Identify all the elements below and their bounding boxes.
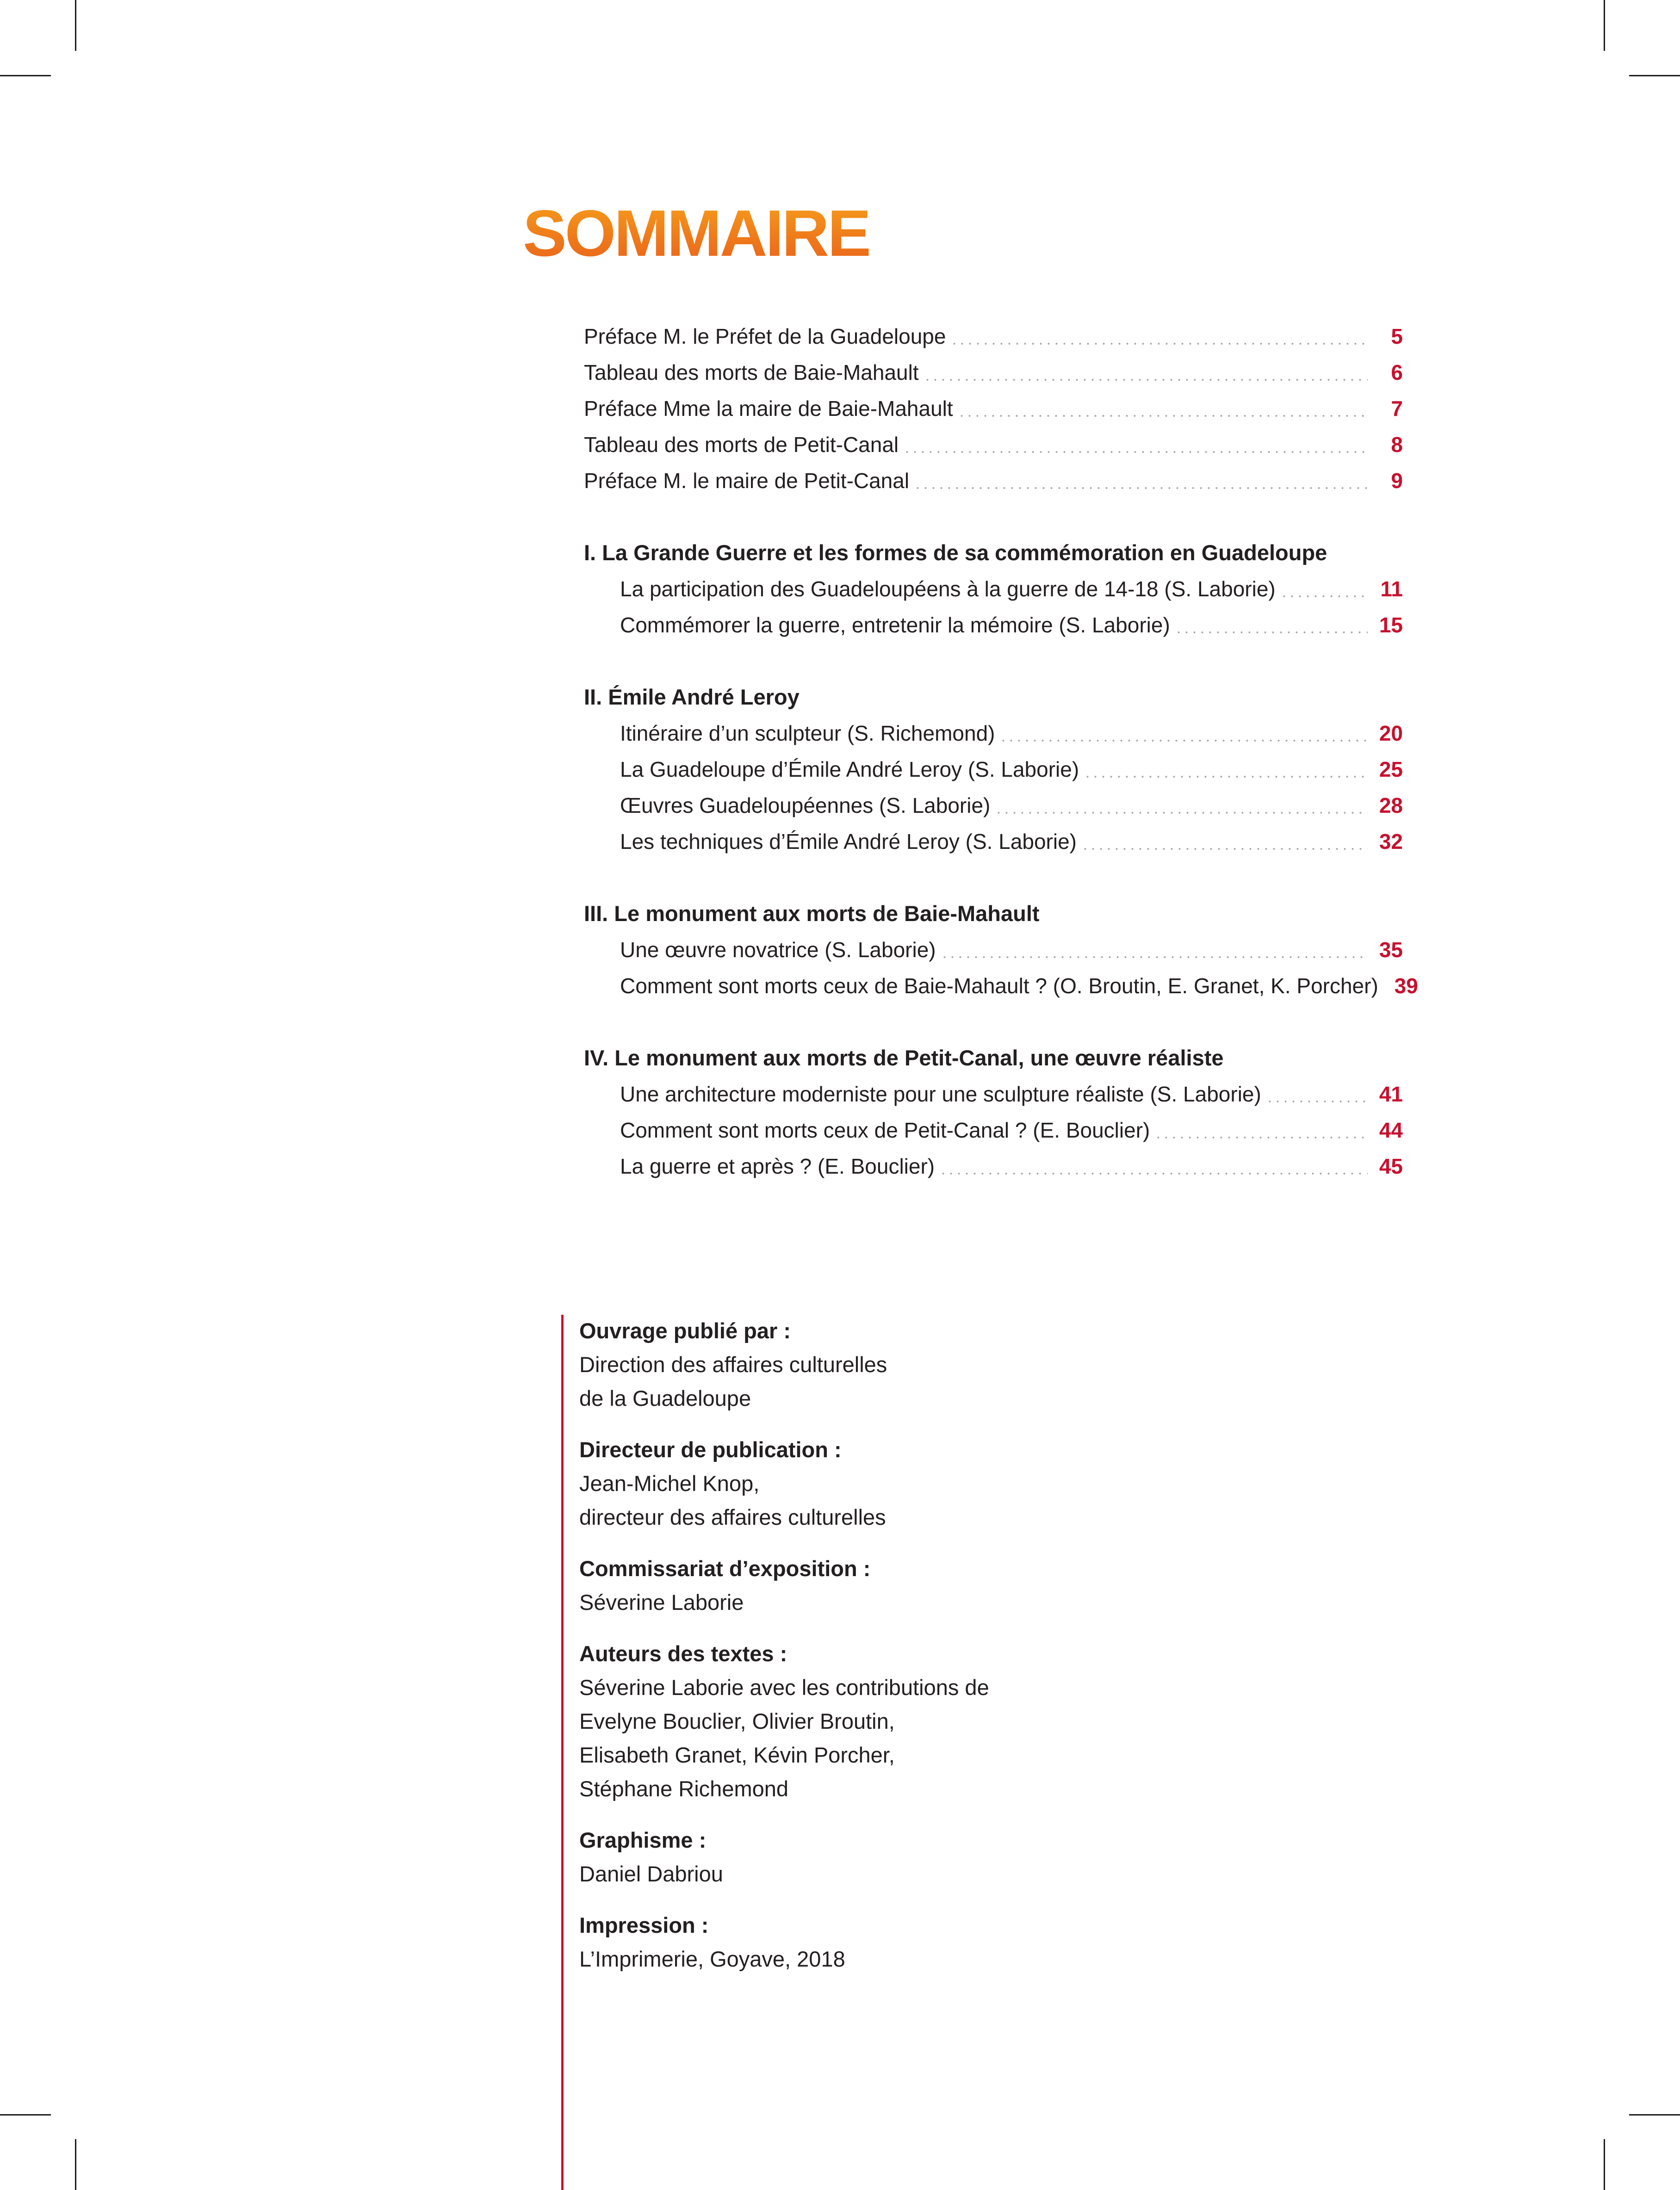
toc-entry-label: Une architecture moderniste pour une sculpture réaliste (S. Laborie): [620, 1082, 1261, 1106]
colophon-heading: Commissariat d’exposition :: [579, 1556, 871, 1581]
toc-entry-label: Préface M. le Préfet de la Guadeloupe: [584, 324, 946, 348]
table-of-contents: [584, 318, 1418, 1184]
colophon-line: Séverine Laborie avec les contributions de: [579, 1675, 989, 1700]
toc-entry[interactable]: [584, 1076, 1403, 1112]
toc-page-number: 9: [1391, 469, 1403, 493]
toc-entry-label: Tableau des morts de Petit-Canal: [584, 433, 899, 457]
toc-entry-label: Tableau des morts de Baie-Mahault: [584, 360, 919, 384]
toc-leader-dots: [924, 379, 1368, 381]
toc-entry-label: La guerre et après ? (E. Bouclier): [620, 1154, 935, 1178]
colophon: [579, 1314, 1134, 1993]
crop-mark: [0, 75, 51, 76]
toc-page-number: 7: [1391, 396, 1403, 421]
colophon-block: [579, 1433, 1134, 1534]
toc-page-number: 32: [1379, 829, 1403, 854]
colophon-line: L’Imprimerie, Goyave, 2018: [579, 1947, 845, 1971]
toc-leader-dots: [1280, 595, 1368, 597]
colophon-block: [579, 1637, 1134, 1806]
colophon-line: Daniel Dabriou: [579, 1862, 723, 1886]
toc-page-number: 45: [1379, 1154, 1403, 1178]
toc-page-number: 6: [1391, 360, 1403, 384]
colophon-heading: Impression :: [579, 1913, 709, 1937]
toc-page-number: 28: [1379, 793, 1403, 817]
toc-page-number: 41: [1379, 1082, 1403, 1106]
toc-leader-dots: [999, 740, 1368, 742]
spacer: [584, 1004, 1403, 1040]
colophon-line: Evelyne Bouclier, Olivier Broutin,: [579, 1709, 895, 1733]
toc-entry-label: Itinéraire d’un sculpteur (S. Richemond): [620, 721, 995, 745]
colophon-line: Jean-Michel Knop,: [579, 1471, 760, 1496]
toc-entry-label: Comment sont morts ceux de Petit-Canal ? (E. Bouclier): [620, 1118, 1150, 1142]
toc-entry[interactable]: [584, 1148, 1403, 1184]
page-title: SOMMAIRE: [523, 194, 869, 273]
toc-page-number: 5: [1391, 324, 1403, 348]
toc-entry[interactable]: [584, 787, 1403, 823]
crop-mark: [1604, 0, 1605, 51]
toc-entry-label: Commémorer la guerre, entretenir la mémoire (S. Laborie): [620, 613, 1170, 637]
toc-page-number: 39: [1394, 974, 1418, 998]
toc-entry-label: La participation des Guadeloupéens à la guerre de 14-18 (S. Laborie): [620, 577, 1276, 601]
colophon-line: Elisabeth Granet, Kévin Porcher,: [579, 1743, 895, 1767]
toc-page-number: 35: [1379, 938, 1403, 962]
toc-entry[interactable]: [584, 968, 1418, 1004]
toc-entry-label: Les techniques d’Émile André Leroy (S. Laborie): [620, 829, 1077, 854]
toc-entry-label: Préface Mme la maire de Baie-Mahault: [584, 396, 953, 421]
colophon-line: de la Guadeloupe: [579, 1386, 751, 1411]
toc-entry-label: La Guadeloupe d’Émile André Leroy (S. Laborie): [620, 757, 1079, 781]
spacer: [584, 860, 1403, 896]
toc-leader-dots: [1081, 848, 1368, 850]
toc-section-heading[interactable]: I. La Grande Guerre et les formes de sa commémoration en Guadeloupe: [584, 540, 1327, 565]
colophon-line: directeur des affaires culturelles: [579, 1505, 886, 1529]
colophon-heading: Auteurs des textes :: [579, 1641, 787, 1666]
toc-section-heading[interactable]: IV. Le monument aux morts de Petit-Canal, une œuvre réaliste: [584, 1046, 1224, 1070]
crop-mark: [1629, 2114, 1680, 2116]
colophon-line: Séverine Laborie: [579, 1590, 744, 1615]
toc-entry[interactable]: [584, 463, 1403, 499]
toc-leader-dots: [914, 487, 1368, 489]
colophon-line: Stéphane Richemond: [579, 1776, 789, 1801]
toc-leader-dots: [1266, 1101, 1368, 1102]
spacer: [584, 499, 1403, 535]
colophon-block: [579, 1823, 1134, 1891]
toc-entry[interactable]: [584, 751, 1403, 787]
toc-entry[interactable]: [584, 715, 1403, 751]
toc-entry[interactable]: [584, 390, 1403, 427]
toc-entry[interactable]: [584, 932, 1403, 968]
toc-entry[interactable]: [584, 1112, 1403, 1148]
toc-entry[interactable]: [584, 427, 1403, 463]
toc-page-number: 15: [1379, 613, 1403, 637]
toc-entry[interactable]: [584, 354, 1403, 390]
crop-mark: [75, 2139, 76, 2190]
toc-leader-dots: [995, 812, 1368, 814]
colophon-block: [579, 1314, 1134, 1415]
spacer: [584, 643, 1403, 679]
colophon-block: [579, 1908, 1134, 1976]
toc-leader-dots: [1154, 1137, 1368, 1138]
toc-leader-dots: [950, 343, 1368, 345]
toc-page-number: 8: [1391, 433, 1403, 457]
colophon-heading: Graphisme :: [579, 1828, 707, 1852]
toc-leader-dots: [941, 956, 1368, 958]
crop-mark: [75, 0, 76, 51]
toc-leader-dots: [903, 451, 1368, 453]
toc-entry[interactable]: [584, 571, 1403, 607]
toc-entry[interactable]: [584, 607, 1403, 643]
colophon-line: Direction des affaires culturelles: [579, 1352, 887, 1377]
toc-page-number: 20: [1379, 721, 1403, 745]
toc-entry-label: Préface M. le maire de Petit-Canal: [584, 469, 910, 493]
crop-mark: [1629, 75, 1680, 76]
toc-leader-dots: [958, 415, 1368, 417]
toc-entry[interactable]: [584, 318, 1403, 354]
toc-page-number: 11: [1380, 577, 1403, 601]
toc-entry-label: Une œuvre novatrice (S. Laborie): [620, 938, 936, 962]
toc-page-number: 44: [1379, 1118, 1403, 1142]
crop-mark: [1604, 2139, 1605, 2190]
colophon-heading: Directeur de publication :: [579, 1437, 842, 1462]
toc-entry-label: Œuvres Guadeloupéennes (S. Laborie): [620, 793, 991, 817]
toc-leader-dots: [1084, 776, 1368, 778]
toc-page-number: 25: [1379, 757, 1403, 781]
crop-mark: [0, 2114, 51, 2116]
toc-section-heading[interactable]: II. Émile André Leroy: [584, 685, 800, 709]
toc-section-heading[interactable]: III. Le monument aux morts de Baie-Mahault: [584, 901, 1040, 926]
toc-leader-dots: [939, 1173, 1368, 1175]
colophon-heading: Ouvrage publié par :: [579, 1318, 791, 1343]
colophon-block: [579, 1552, 1134, 1619]
toc-entry[interactable]: [584, 823, 1403, 860]
colophon-rule: [561, 1315, 564, 2190]
toc-entry-label: Comment sont morts ceux de Baie-Mahault ? (O. Broutin, E. Granet, K. Porcher): [620, 974, 1378, 998]
toc-leader-dots: [1175, 631, 1368, 633]
